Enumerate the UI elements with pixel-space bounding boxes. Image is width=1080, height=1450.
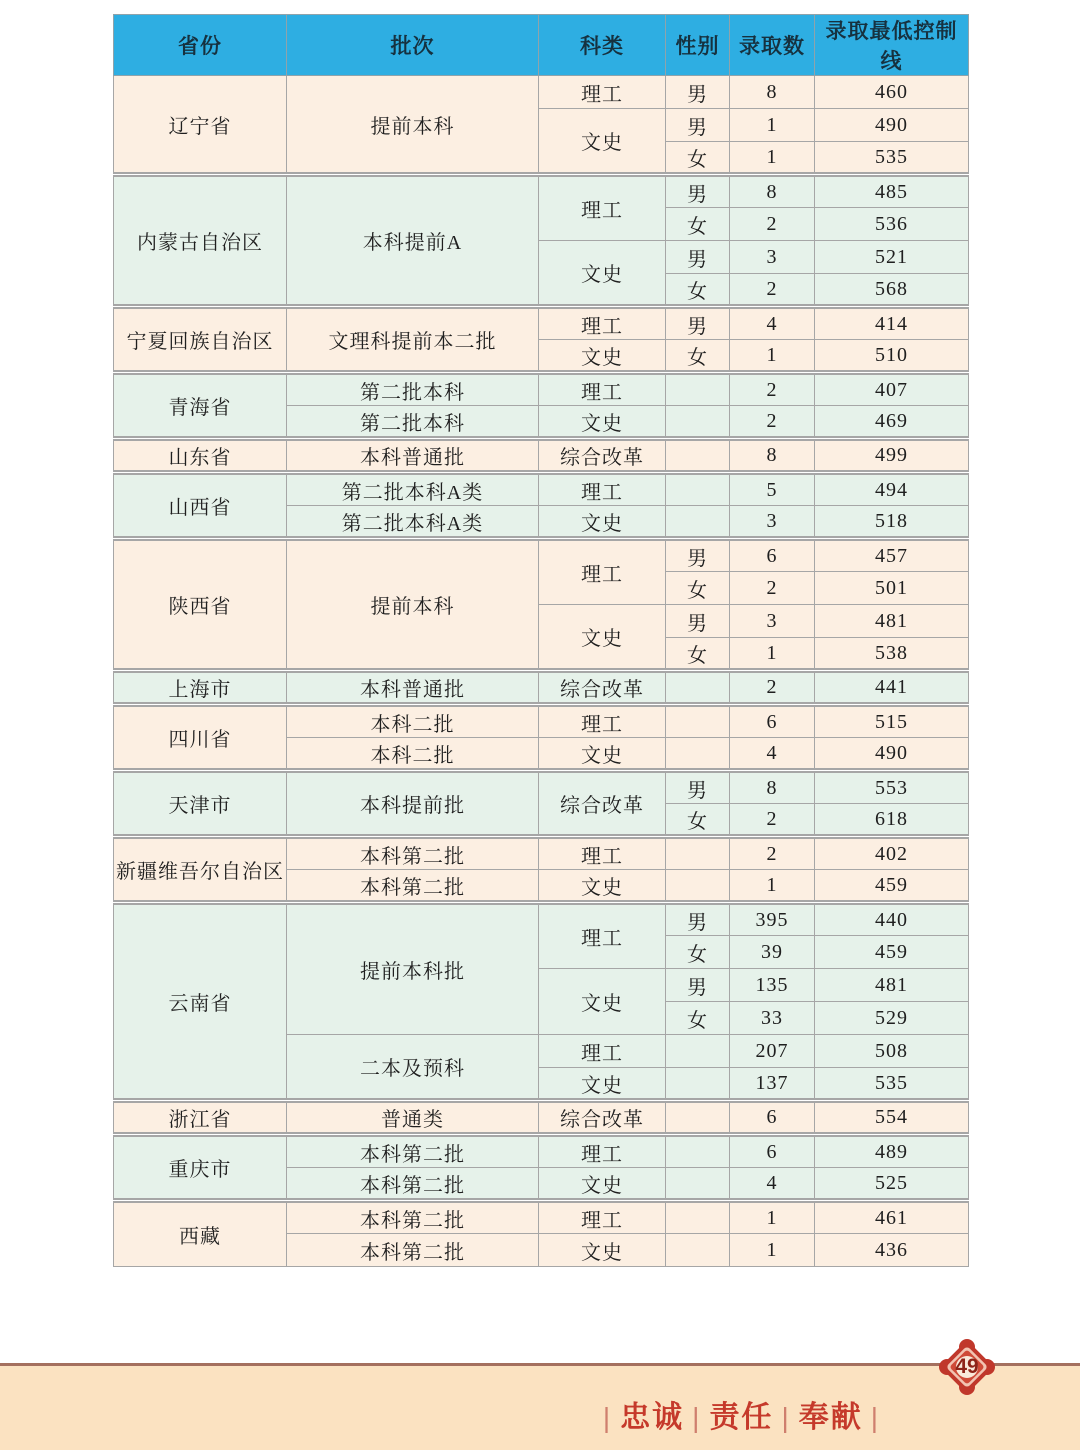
table-cell: 男	[666, 969, 730, 1002]
table-cell: 4	[730, 1168, 815, 1201]
table-cell	[666, 1201, 730, 1234]
table-row	[114, 837, 969, 870]
table-cell: 文史	[539, 870, 666, 903]
table-cell	[666, 439, 730, 473]
header-row	[114, 15, 969, 76]
table-cell	[666, 1068, 730, 1101]
table-cell: 1	[730, 870, 815, 903]
table-cell: 文史	[539, 241, 666, 307]
column-header: 录取最低控制线	[815, 15, 969, 76]
province-cell: 青海省	[114, 373, 287, 439]
table-cell: 文史	[539, 109, 666, 175]
column-header: 省份	[114, 15, 287, 76]
table-cell: 文史	[539, 1068, 666, 1101]
table-cell: 568	[815, 274, 969, 307]
table-cell: 441	[815, 671, 969, 705]
province-cell: 重庆市	[114, 1135, 287, 1201]
table-cell: 2	[730, 671, 815, 705]
table-cell: 6	[730, 1135, 815, 1168]
table-cell: 440	[815, 903, 969, 936]
table-cell: 8	[730, 76, 815, 109]
table-cell: 6	[730, 1101, 815, 1135]
table-cell: 文理科提前本二批	[287, 307, 539, 373]
table-cell: 485	[815, 175, 969, 208]
table-row	[114, 76, 969, 109]
table-cell: 男	[666, 307, 730, 340]
table-cell: 2	[730, 804, 815, 837]
column-header: 性别	[666, 15, 730, 76]
table-cell: 本科第二批	[287, 1135, 539, 1168]
table-cell: 402	[815, 837, 969, 870]
table-cell: 4	[730, 307, 815, 340]
table-cell: 理工	[539, 1201, 666, 1234]
table-cell: 理工	[539, 76, 666, 109]
table-cell: 8	[730, 771, 815, 804]
province-cell: 内蒙古自治区	[114, 175, 287, 307]
table-cell: 本科提前A	[287, 175, 539, 307]
table-cell: 女	[666, 274, 730, 307]
table-cell: 二本及预科	[287, 1035, 539, 1101]
table-cell: 男	[666, 76, 730, 109]
table-cell: 618	[815, 804, 969, 837]
table-cell: 女	[666, 1002, 730, 1035]
table-cell: 女	[666, 340, 730, 373]
table-header	[114, 15, 969, 76]
table-row	[114, 903, 969, 936]
province-cell: 上海市	[114, 671, 287, 705]
table-cell: 499	[815, 439, 969, 473]
province-cell: 陕西省	[114, 539, 287, 671]
table-cell: 8	[730, 439, 815, 473]
table-cell: 459	[815, 936, 969, 969]
table-cell: 6	[730, 539, 815, 572]
table-cell: 1	[730, 340, 815, 373]
page-number-badge	[936, 1336, 998, 1398]
table-cell: 1	[730, 1234, 815, 1267]
table-row	[114, 539, 969, 572]
table-cell: 提前本科	[287, 76, 539, 175]
table-cell: 461	[815, 1201, 969, 1234]
table-cell	[666, 1168, 730, 1201]
table-cell: 39	[730, 936, 815, 969]
province-cell: 新疆维吾尔自治区	[114, 837, 287, 903]
province-cell: 天津市	[114, 771, 287, 837]
table-cell: 文史	[539, 969, 666, 1035]
table-cell: 文史	[539, 1168, 666, 1201]
table-cell: 460	[815, 76, 969, 109]
table-cell: 理工	[539, 1035, 666, 1068]
motto-separator: |	[692, 1402, 702, 1433]
table-cell	[666, 705, 730, 738]
table-cell: 第二批本科	[287, 373, 539, 406]
table-cell: 本科二批	[287, 705, 539, 738]
motto-separator: |	[781, 1402, 791, 1433]
table-cell: 3	[730, 605, 815, 638]
table-cell: 女	[666, 936, 730, 969]
province-cell: 宁夏回族自治区	[114, 307, 287, 373]
table-cell	[666, 1234, 730, 1267]
footer-strip	[0, 1363, 1080, 1450]
table-cell: 4	[730, 738, 815, 771]
table-cell: 490	[815, 738, 969, 771]
table-cell	[666, 738, 730, 771]
table-cell: 3	[730, 506, 815, 539]
table-cell: 理工	[539, 705, 666, 738]
table-cell	[666, 506, 730, 539]
table-cell: 501	[815, 572, 969, 605]
table-cell	[666, 1101, 730, 1135]
table-row	[114, 307, 969, 340]
table-cell	[666, 373, 730, 406]
table-cell	[666, 671, 730, 705]
table-cell: 135	[730, 969, 815, 1002]
table-cell: 481	[815, 969, 969, 1002]
province-cell: 辽宁省	[114, 76, 287, 175]
table-cell: 395	[730, 903, 815, 936]
table-row	[114, 1135, 969, 1168]
table-cell: 525	[815, 1168, 969, 1201]
table-cell: 436	[815, 1234, 969, 1267]
table-row	[114, 671, 969, 705]
table-cell: 414	[815, 307, 969, 340]
table-cell: 综合改革	[539, 671, 666, 705]
province-cell: 山东省	[114, 439, 287, 473]
table-cell: 536	[815, 208, 969, 241]
table-cell: 综合改革	[539, 439, 666, 473]
column-header: 批次	[287, 15, 539, 76]
table-cell: 本科第二批	[287, 837, 539, 870]
table-cell: 490	[815, 109, 969, 142]
table-cell: 553	[815, 771, 969, 804]
table-cell	[666, 406, 730, 439]
table-cell: 494	[815, 473, 969, 506]
table-cell: 文史	[539, 340, 666, 373]
table-cell: 第二批本科	[287, 406, 539, 439]
table-cell: 6	[730, 705, 815, 738]
table-cell: 489	[815, 1135, 969, 1168]
table-cell: 207	[730, 1035, 815, 1068]
motto-word: 忠诚	[620, 1401, 685, 1434]
table-cell: 529	[815, 1002, 969, 1035]
table-cell: 第二批本科A类	[287, 473, 539, 506]
table-row	[114, 473, 969, 506]
table-cell: 510	[815, 340, 969, 373]
table-cell: 508	[815, 1035, 969, 1068]
table-row	[114, 1101, 969, 1135]
table-cell: 女	[666, 638, 730, 671]
province-cell: 浙江省	[114, 1101, 287, 1135]
table-cell: 2	[730, 572, 815, 605]
table-cell: 理工	[539, 175, 666, 241]
table-row	[114, 373, 969, 406]
table-cell: 男	[666, 771, 730, 804]
footer-motto	[595, 1392, 888, 1436]
table-cell: 8	[730, 175, 815, 208]
table-cell: 1	[730, 142, 815, 175]
table-cell	[666, 1135, 730, 1168]
table-row	[114, 439, 969, 473]
table-cell: 综合改革	[539, 1101, 666, 1135]
table-cell: 2	[730, 837, 815, 870]
table-cell: 理工	[539, 373, 666, 406]
table-cell: 本科二批	[287, 738, 539, 771]
table-row	[114, 1201, 969, 1234]
table-cell: 本科普通批	[287, 671, 539, 705]
table-row	[114, 705, 969, 738]
motto-word: 奉献	[798, 1401, 863, 1434]
table-cell: 538	[815, 638, 969, 671]
table-cell: 理工	[539, 903, 666, 969]
table-cell: 女	[666, 208, 730, 241]
table-cell: 1	[730, 1201, 815, 1234]
table-cell: 文史	[539, 738, 666, 771]
province-cell: 西藏	[114, 1201, 287, 1267]
table-cell: 男	[666, 903, 730, 936]
table-cell: 554	[815, 1101, 969, 1135]
table-cell	[666, 837, 730, 870]
column-header: 录取数	[730, 15, 815, 76]
table-cell: 459	[815, 870, 969, 903]
table-cell: 本科第二批	[287, 1234, 539, 1267]
table-cell: 男	[666, 241, 730, 274]
table-cell: 理工	[539, 837, 666, 870]
admissions-table	[113, 14, 969, 1267]
table-cell: 本科提前批	[287, 771, 539, 837]
motto-separator: |	[870, 1402, 880, 1433]
table-cell: 本科第二批	[287, 1201, 539, 1234]
table-cell: 535	[815, 142, 969, 175]
table-cell: 1	[730, 109, 815, 142]
province-cell: 四川省	[114, 705, 287, 771]
table-cell: 1	[730, 638, 815, 671]
table-cell	[666, 870, 730, 903]
motto-separator: |	[602, 1402, 613, 1433]
table-cell: 文史	[539, 1234, 666, 1267]
table-cell: 男	[666, 175, 730, 208]
table-cell: 理工	[539, 307, 666, 340]
table-cell: 469	[815, 406, 969, 439]
table-cell: 518	[815, 506, 969, 539]
table-cell: 2	[730, 373, 815, 406]
page-number: 49	[955, 1355, 979, 1378]
table-cell: 457	[815, 539, 969, 572]
table-cell: 提前本科批	[287, 903, 539, 1035]
table-cell: 本科第二批	[287, 1168, 539, 1201]
table-cell: 33	[730, 1002, 815, 1035]
column-header: 科类	[539, 15, 666, 76]
table-cell: 137	[730, 1068, 815, 1101]
table-cell: 5	[730, 473, 815, 506]
table-cell: 2	[730, 406, 815, 439]
table-cell: 515	[815, 705, 969, 738]
province-cell: 山西省	[114, 473, 287, 539]
table-cell: 文史	[539, 506, 666, 539]
table-cell: 综合改革	[539, 771, 666, 837]
table-cell: 理工	[539, 539, 666, 605]
table-cell: 本科普通批	[287, 439, 539, 473]
table-cell: 男	[666, 109, 730, 142]
table-cell: 3	[730, 241, 815, 274]
table-cell: 本科第二批	[287, 870, 539, 903]
motto-word: 责任	[709, 1401, 774, 1434]
table-cell: 女	[666, 804, 730, 837]
table-cell: 535	[815, 1068, 969, 1101]
table-cell: 文史	[539, 605, 666, 671]
table-cell: 理工	[539, 473, 666, 506]
table-body	[114, 76, 969, 1267]
table-cell: 第二批本科A类	[287, 506, 539, 539]
table-cell: 理工	[539, 1135, 666, 1168]
table-cell: 女	[666, 142, 730, 175]
table-cell: 男	[666, 605, 730, 638]
table-row	[114, 175, 969, 208]
table-cell: 2	[730, 208, 815, 241]
table-cell: 女	[666, 572, 730, 605]
table-row	[114, 771, 969, 804]
table-cell	[666, 1035, 730, 1068]
table-cell: 男	[666, 539, 730, 572]
table-cell: 407	[815, 373, 969, 406]
table-cell: 普通类	[287, 1101, 539, 1135]
table-cell: 481	[815, 605, 969, 638]
table-cell: 521	[815, 241, 969, 274]
table-cell	[666, 473, 730, 506]
table-cell: 文史	[539, 406, 666, 439]
table-cell: 提前本科	[287, 539, 539, 671]
province-cell: 云南省	[114, 903, 287, 1101]
table-cell: 2	[730, 274, 815, 307]
